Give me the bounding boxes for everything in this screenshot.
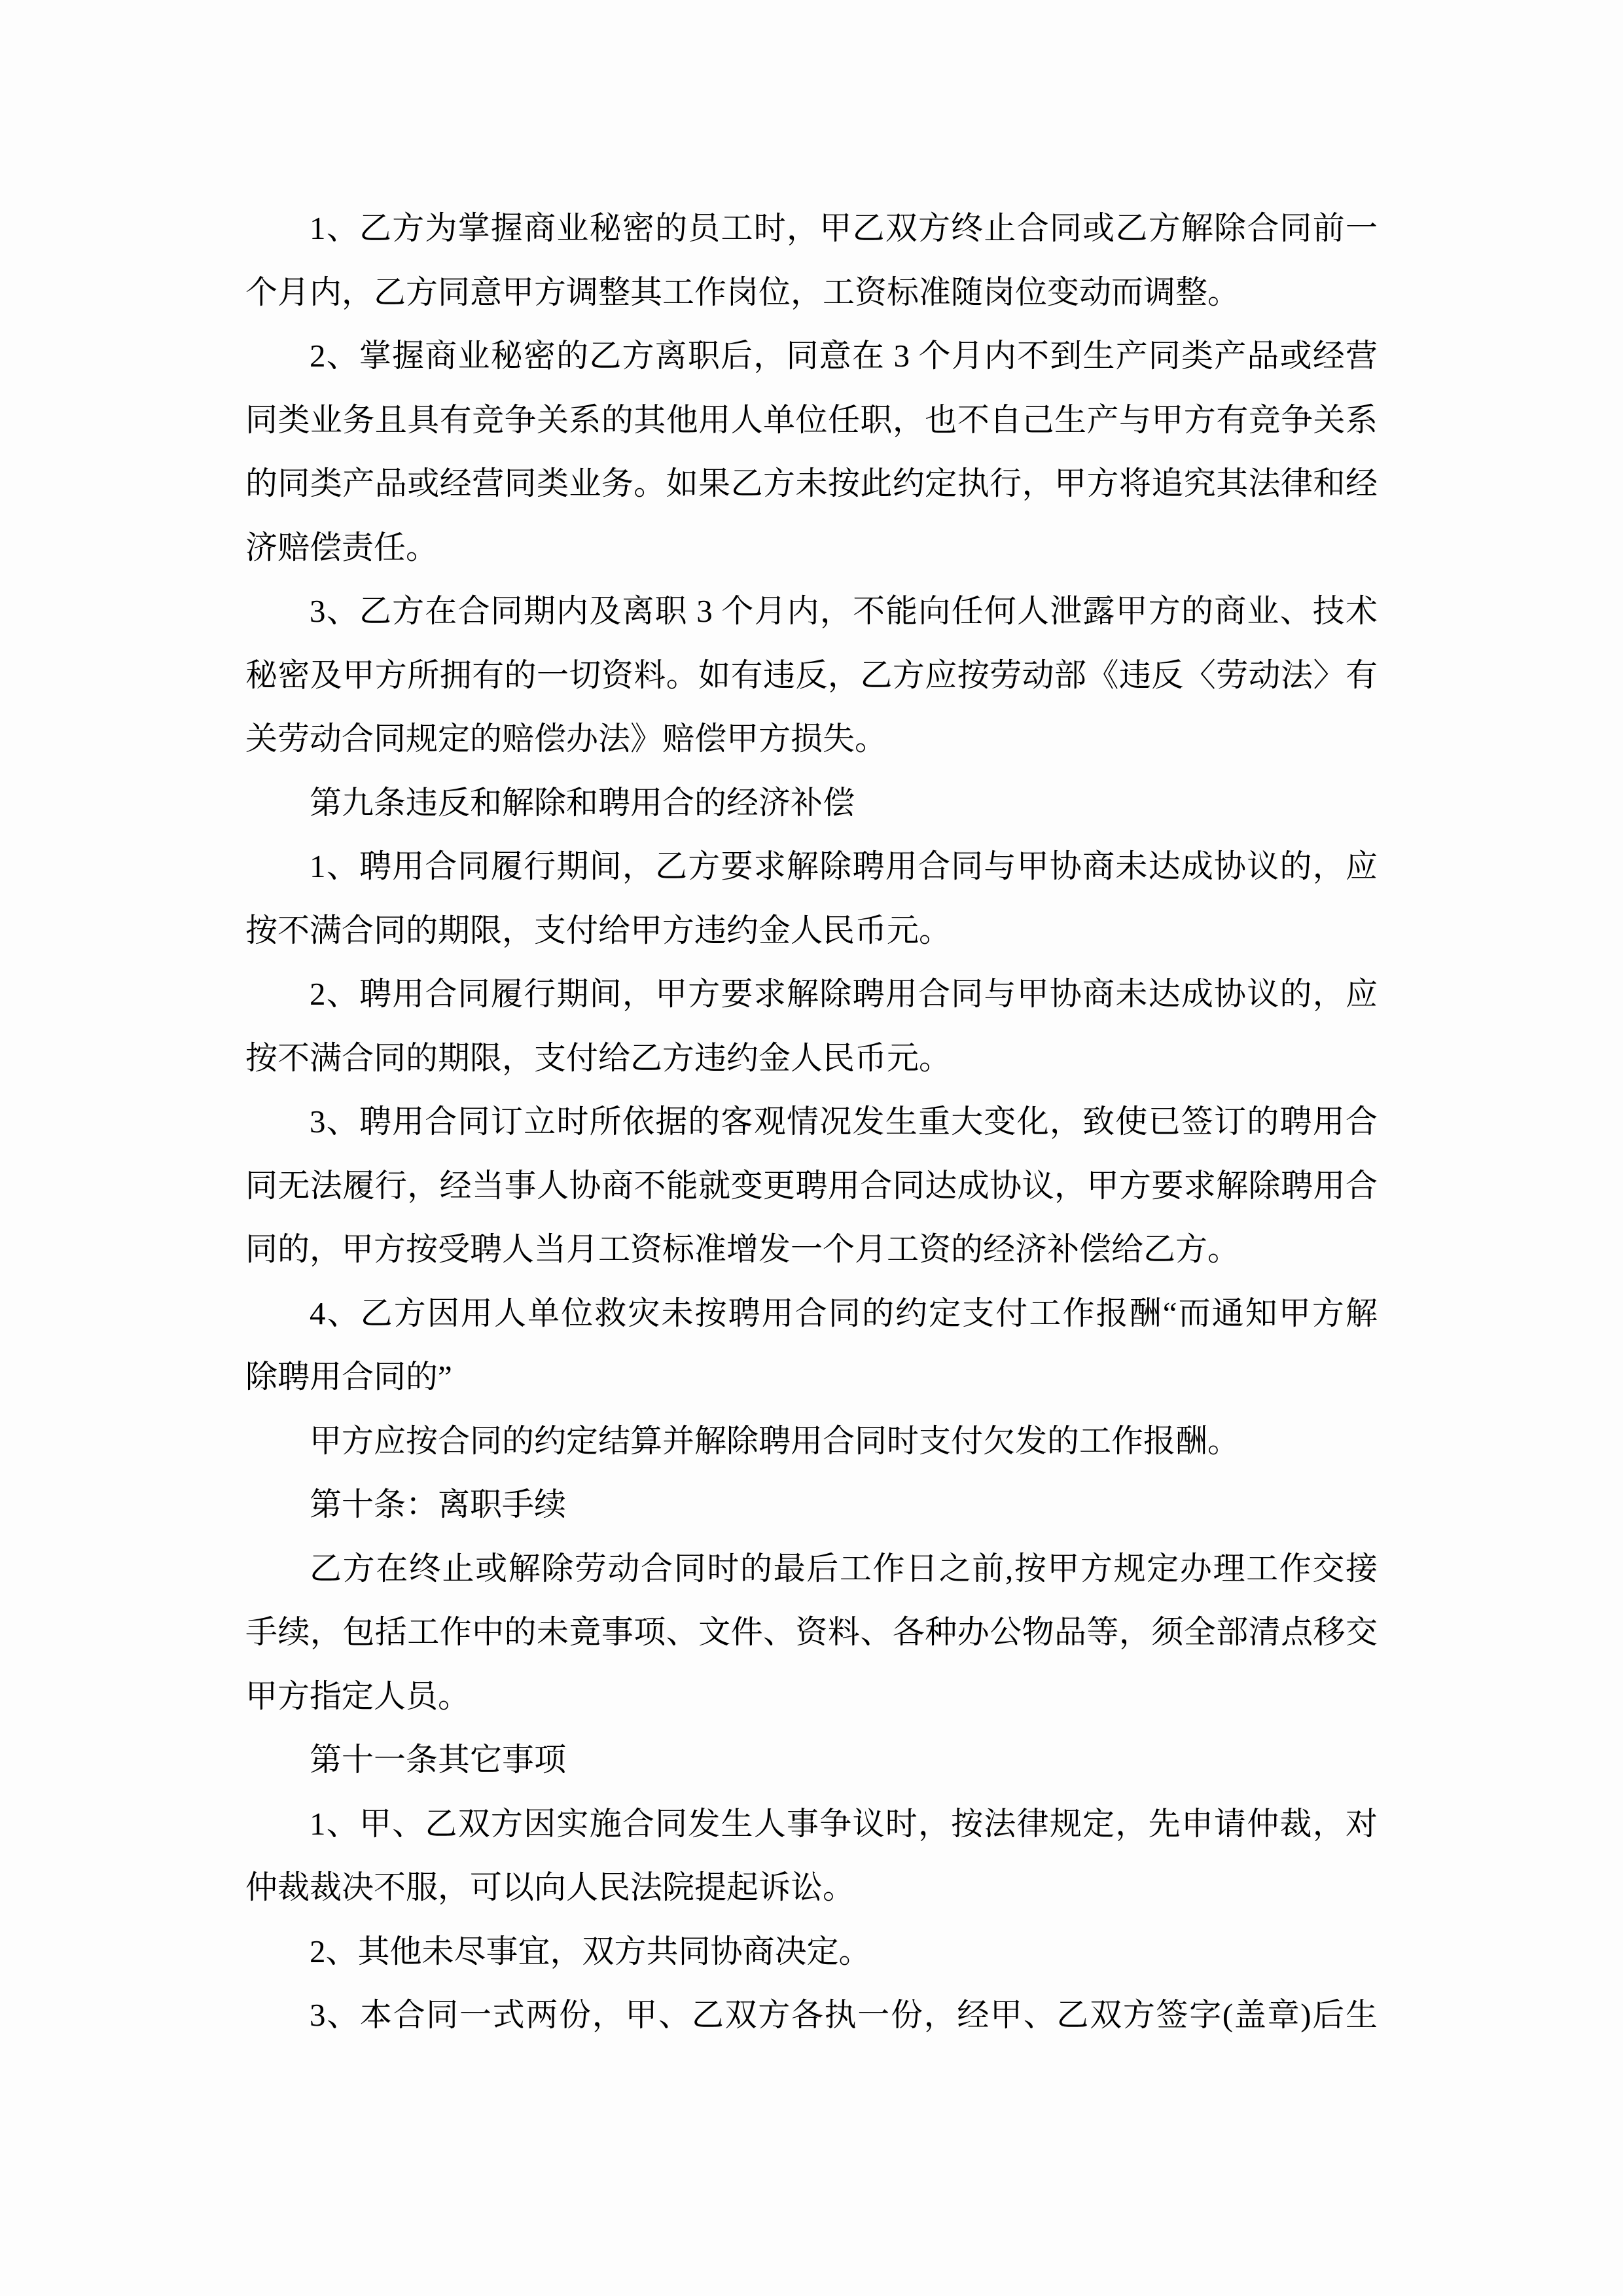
text-line: 仲裁裁决不服，可以向人民法院提起诉讼。	[245, 1869, 855, 1905]
text-line: 3、本合同一式两份，甲、乙双方各执一份，经甲、乙双方签字(盖章)后生	[310, 1997, 1378, 2033]
text-line: 秘密及甲方所拥有的一切资料。如有违反，乙方应按劳动部《违反〈劳动法〉有	[245, 656, 1378, 693]
text-line: 手续，包括工作中的未竟事项、文件、资料、各种办公物品等，须全部清点移交	[245, 1614, 1378, 1650]
text-line: 3、聘用合同订立时所依据的客观情况发生重大变化，致使已签订的聘用合	[310, 1103, 1378, 1139]
text-line: 1、甲、乙双方因实施合同发生人事争议时，按法律规定，先申请仲裁，对	[310, 1805, 1378, 1842]
text-line: 个月内，乙方同意甲方调整其工作岗位，工资标准随岗位变动而调整。	[245, 274, 1240, 310]
text-line: 同的，甲方按受聘人当月工资标准增发一个月工资的经济补偿给乙方。	[245, 1231, 1240, 1267]
text-line: 甲方应按合同的约定结算并解除聘用合同时支付欠发的工作报酬。	[310, 1422, 1240, 1459]
text-line: 2、掌握商业秘密的乙方离职后，同意在 3 个月内不到生产同类产品或经营	[310, 338, 1378, 374]
text-line: 第十条：离职手续	[310, 1486, 567, 1522]
text-line: 乙方在终止或解除劳动合同时的最后工作日之前,按甲方规定办理工作交接	[310, 1550, 1378, 1587]
text-line: 3、乙方在合同期内及离职 3 个月内，不能向任何人泄露甲方的商业、技术	[310, 593, 1378, 629]
text-line: 的同类产品或经营同类业务。如果乙方未按此约定执行，甲方将追究其法律和经	[245, 465, 1378, 501]
text-line: 按不满合同的期限，支付给甲方违约金人民币元。	[245, 912, 952, 948]
text-line: 第十一条其它事项	[310, 1742, 567, 1778]
text-line: 甲方指定人员。	[245, 1677, 471, 1714]
text-line: 同类业务且具有竞争关系的其他用人单位任职，也不自己生产与甲方有竞争关系	[245, 401, 1378, 438]
text-line: 1、乙方为掌握商业秘密的员工时，甲乙双方终止合同或乙方解除合同前一	[310, 210, 1378, 246]
text-line: 4、乙方因用人单位救灾未按聘用合同的约定支付工作报酬“而通知甲方解	[310, 1295, 1378, 1331]
text-line: 同无法履行，经当事人协商不能就变更聘用合同达成协议，甲方要求解除聘用合	[245, 1167, 1378, 1204]
text-line: 济赔偿责任。	[245, 529, 438, 565]
text-line: 关劳动合同规定的赔偿办法》赔偿甲方损失。	[245, 721, 887, 757]
contract-text-block	[245, 196, 1378, 2047]
text-line: 按不满合同的期限，支付给乙方违约金人民币元。	[245, 1039, 952, 1076]
text-line: 除聘用合同的”	[245, 1359, 452, 1395]
text-line: 1、聘用合同履行期间，乙方要求解除聘用合同与甲协商未达成协议的，应	[310, 848, 1378, 884]
text-line: 第九条违反和解除和聘用合的经济补偿	[310, 784, 855, 821]
text-line: 2、聘用合同履行期间，甲方要求解除聘用合同与甲协商未达成协议的，应	[310, 976, 1378, 1012]
text-line: 2、其他未尽事宜，双方共同协商决定。	[310, 1933, 871, 1969]
